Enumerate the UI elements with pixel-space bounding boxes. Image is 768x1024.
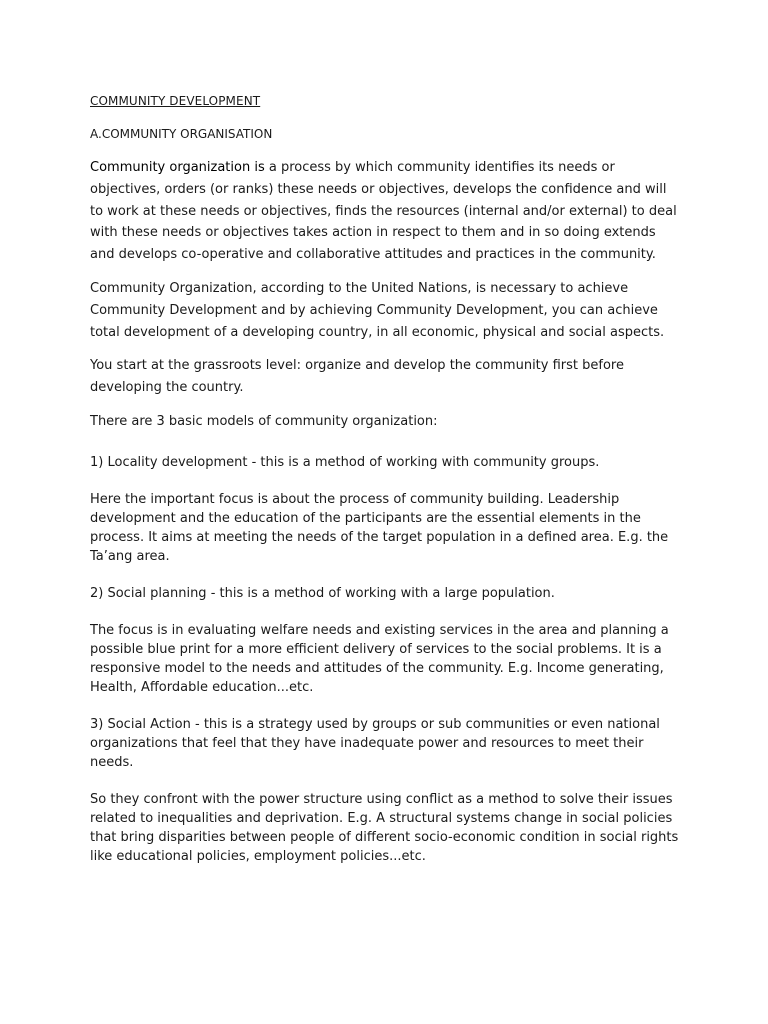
un-paragraph: Community Organization, according to the United Nations, is necessary to achieve Community Development and by achieving Community Development, you can achieve total development of a developing country, in all economic, physical and social aspects. [90, 280, 665, 340]
intro-lead: Community organization is [90, 160, 265, 175]
model2-heading: 2) Social planning - this is a method of working with a large population. [90, 585, 555, 601]
model3-text: So they confront with the power structure using conflict as a method to solve their issues related to inequalities and deprivation. E.g. A structural systems change in social policies that bring disparities between people of different socio-economic condition in social rights like educational policies, employment policies...etc. [90, 791, 679, 864]
model3-heading: 3) Social Action - this is a strategy used by groups or sub communities or even national organizations that feel that they have inadequate power and resources to meet their needs. [90, 716, 660, 770]
intro-rest: a process by which community identifies its needs or objectives, orders (or ranks) these needs or objectives, develops the confidence and will to work at these needs or objectives, finds the resources (internal and/or external) to deal with these needs or objectives takes action in respect to them and in so doing extends and develops co-operative and collaborative attitudes and practices in the community. [90, 160, 677, 263]
intro-paragraph [90, 157, 682, 266]
models-intro: There are 3 basic models of community organization: [90, 413, 438, 429]
section-heading: A.COMMUNITY ORGANISATION [90, 127, 273, 141]
model1-text: Here the important focus is about the process of community building. Leadership development and the education of the participants are the essential elements in the process. It aims at meeting the needs of the target population in a defined area. E.g. the Ta’ang area. [90, 491, 669, 564]
grassroots-paragraph: You start at the grassroots level: organize and develop the community first before developing the country. [90, 358, 624, 396]
document-title: COMMUNITY DEVELOPMENT [90, 94, 261, 108]
model2-text: The focus is in evaluating welfare needs and existing services in the area and planning a possible blue print for a more efficient delivery of services to the social problems. It is a responsive model to the needs and attitudes of the community. E.g. Income generating, Health, Affordable education...etc. [90, 622, 669, 695]
document-body [90, 92, 682, 866]
model1-heading: 1) Locality development - this is a method of working with community groups. [90, 454, 600, 470]
